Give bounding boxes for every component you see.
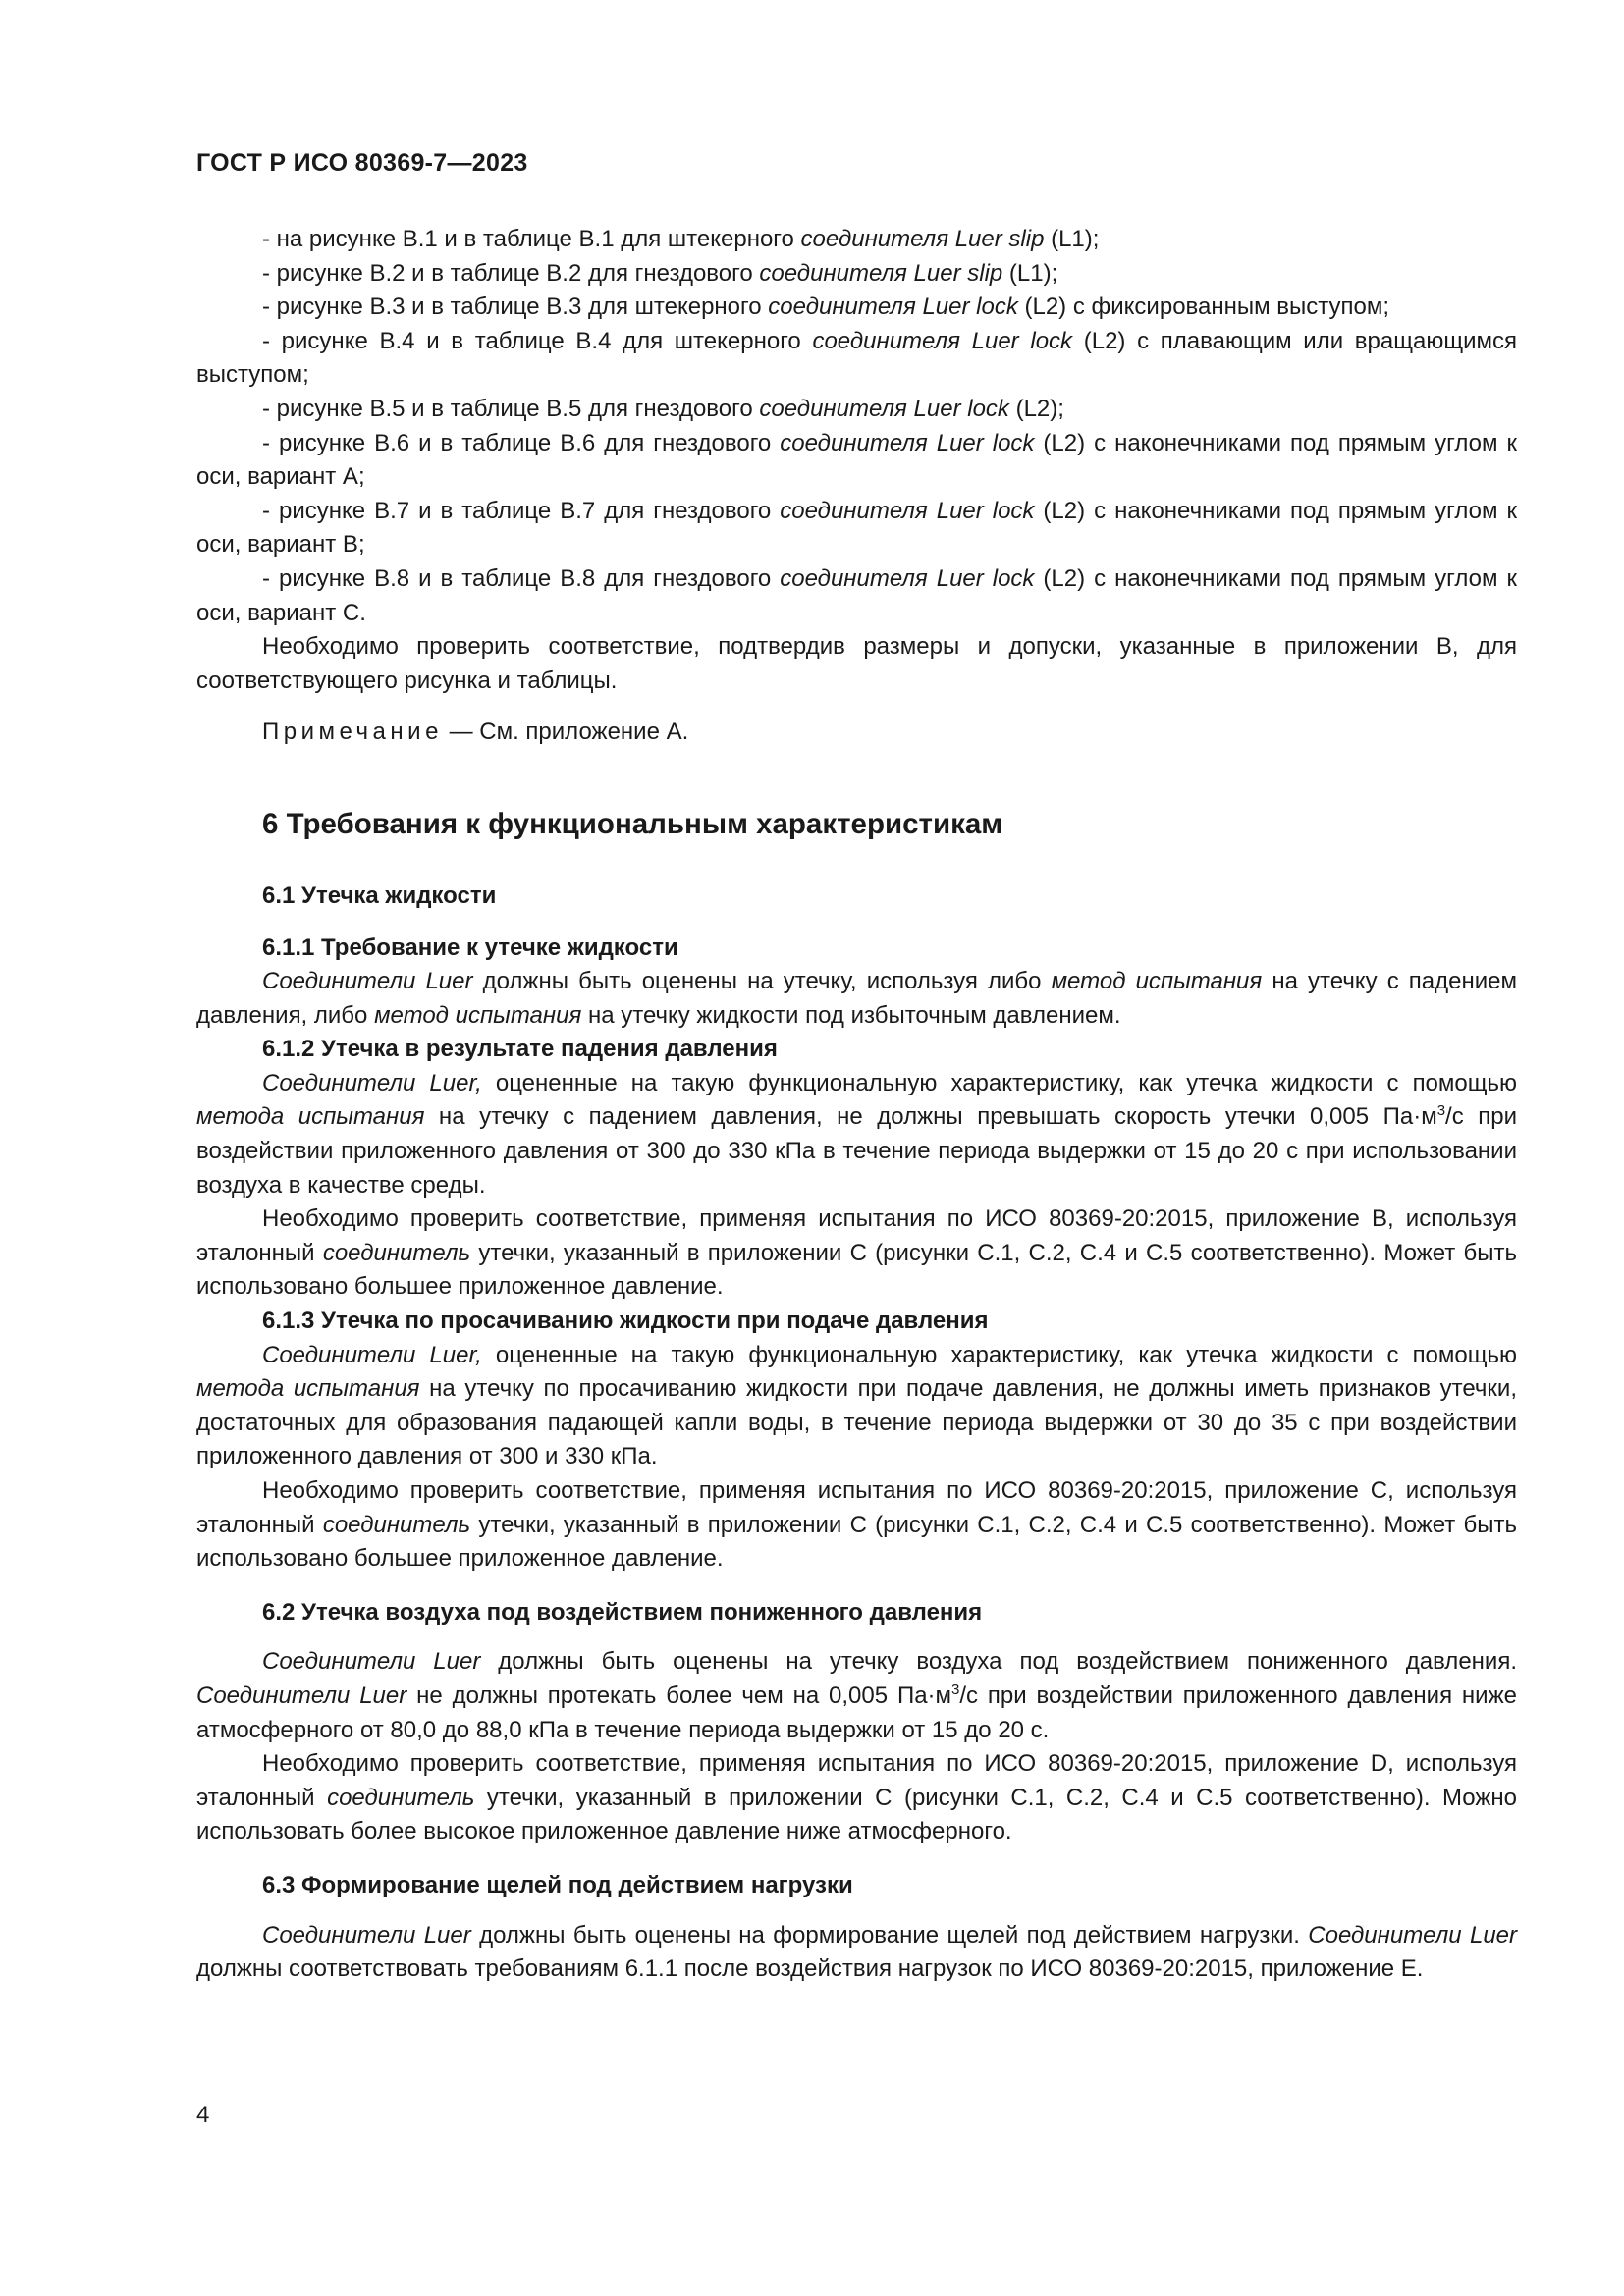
section-6-1-2-compliance: Необходимо проверить соответствие, применяя испытания по ИСО 80369-20:2015, приложение В, используя эталонный соединитель утечки, указанный в приложении С (рисунки С.1, С.2, С.4 и С.5 соответственно). Может быть использовано большее приложенное давление.	[196, 1205, 1517, 1301]
section-6-3-paragraph: Соединители Luer должны быть оценены на формирование щелей под действием нагрузки. Соединители Luer должны соответствовать требованиям 6.1.1 после воздействия нагрузок по ИСО 80369-20:2015, приложение Е.	[196, 1921, 1518, 1983]
section-6-1-3-title: 6.1.3 Утечка по просачиванию жидкости при подаче давления	[262, 1308, 989, 1335]
section-6-1-3-paragraph: Соединители Luer, оцененные на такую функциональную характеристику, как утечка жидкости с помощью метода испытания на утечку по просачиванию жидкости при подаче давления, не должны иметь признаков утечки, достаточных для образования падающей капли воды, в течение периода выдержки от 30 до 35 с при воздействии приложенного давления от 300 и 330 кПа.	[196, 1341, 1518, 1470]
section-6-1-2-paragraph: Соединители Luer, оцененные на такую функциональную характеристику, как утечка жидкости с помощью метода испытания на утечку с падением давления, не должны превышать скорость утечки 0,005 $Па\cdot м^3/с$ при воздействии приложенного давления от 300 до 330 кПа в течение периода выдержки от 15 до 20 с при использовании воздуха в качестве среды.	[196, 1069, 1518, 1199]
page-number: 4	[196, 2102, 210, 2128]
section-6-1-1-paragraph: Соединители Luer должны быть оценены на утечку, используя либо метод испытания на утечку с падением давления, либо метод испытания на утечку жидкости под избыточным давлением.	[196, 968, 1517, 1029]
section-6-1-3-compliance: Необходимо проверить соответствие, применяя испытания по ИСО 80369-20:2015, приложение С, используя эталонный соединитель утечки, указанный в приложении С (рисунки С.1, С.2, С.4 и С.5 соответственно). Может быть использовано большее приложенное давление.	[196, 1477, 1517, 1573]
document-body	[196, 223, 1517, 1987]
list-item: - на рисунке В.1 и в таблице В.1 для штекерного соединителя Luer slip (L1);	[262, 226, 1100, 252]
list-item: - рисунке В.6 и в таблице В.6 для гнездового соединителя Luer lock (L2) с наконечниками под прямым углом к оси, вариант А;	[196, 429, 1517, 491]
note-label: Примечание	[262, 719, 443, 746]
document-header: ГОСТ Р ИСО 80369-7—2023	[196, 149, 528, 177]
list-item: - рисунке В.2 и в таблице В.2 для гнездового соединителя Luer slip (L1);	[262, 259, 1058, 287]
section-6-2-compliance: Необходимо проверить соответствие, применяя испытания по ИСО 80369-20:2015, приложение D, используя эталонный соединитель утечки, указанный в приложении С (рисунки С.1, С.2, С.4 и С.5 соответственно). Можно использовать более высокое приложенное давление ниже атмосферного.	[196, 1750, 1517, 1845]
section-6-2-title: 6.2 Утечка воздуха под воздействием пониженного давления	[262, 1598, 983, 1626]
list-item: - рисунке В.7 и в таблице В.7 для гнездового соединителя Luer lock (L2) с наконечниками под прямым углом к оси, вариант В;	[196, 497, 1517, 559]
section-6-1-title: 6.1 Утечка жидкости	[262, 881, 497, 909]
list-item: - рисунке В.5 и в таблице В.5 для гнездового соединителя Luer lock (L2);	[262, 395, 1064, 422]
note	[196, 716, 1517, 750]
section-6-title: 6 Требования к функциональным характеристикам	[262, 807, 1003, 840]
note-text: — См. приложение А.	[442, 719, 689, 746]
section-6-1-1-title: 6.1.1 Требование к утечке жидкости	[262, 934, 678, 961]
list-item: - рисунке В.8 и в таблице В.8 для гнездового соединителя Luer lock (L2) с наконечниками под прямым углом к оси, вариант С.	[196, 564, 1517, 626]
section-6-1-2-title: 6.1.2 Утечка в результате падения давления	[262, 1036, 778, 1063]
list-item: - рисунке В.4 и в таблице В.4 для штекерного соединителя Luer lock (L2) с плавающим или вращающимся выступом;	[196, 327, 1517, 389]
list-item: - рисунке В.3 и в таблице В.3 для штекерного соединителя Luer lock (L2) с фиксированным выступом;	[262, 294, 1390, 321]
compliance-paragraph: Необходимо проверить соответствие, подтвердив размеры и допуски, указанные в приложении В, для соответствующего рисунка и таблицы.	[196, 633, 1517, 694]
section-6-2-paragraph: Соединители Luer должны быть оценены на утечку воздуха под воздействием пониженного давления. Соединители Luer не должны протекать более чем на 0,005 $Па\cdot м^3/с$ при воздействии приложенного давления ниже атмосферного от 80,0 до 88,0 кПа в течение периода выдержки от 15 до 20 с.	[196, 1648, 1517, 1743]
section-6-3-title: 6.3 Формирование щелей под действием нагрузки	[262, 1871, 853, 1898]
